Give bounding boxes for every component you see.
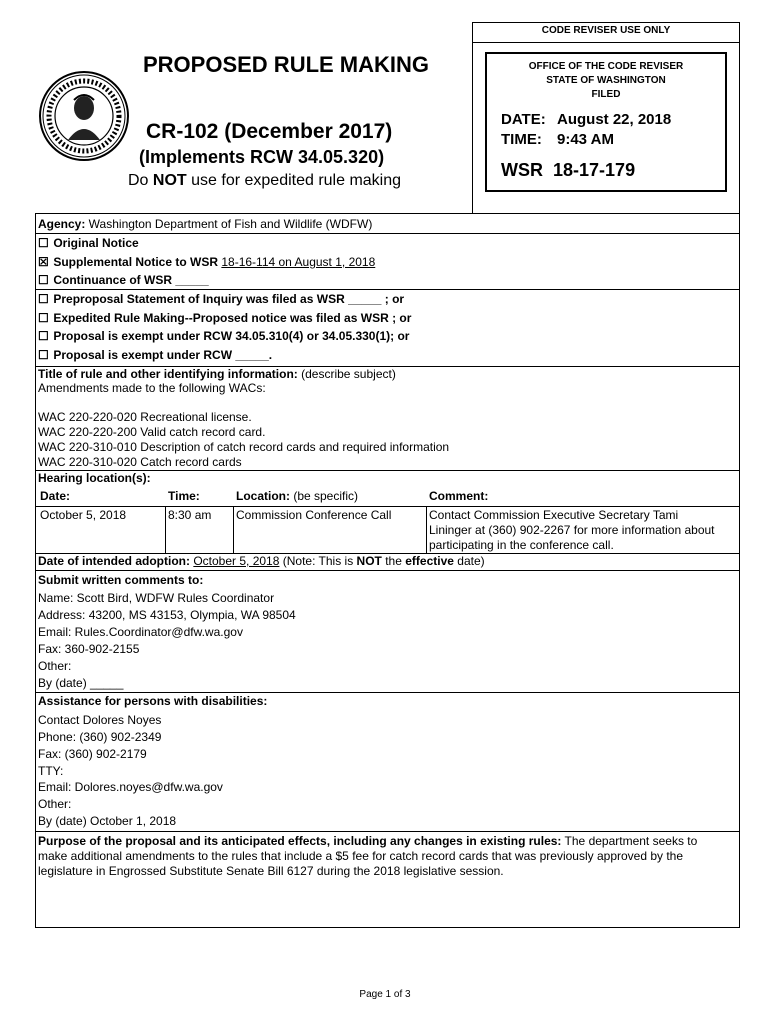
adoption-line: Date of intended adoption: October 5, 2018 (Note: This is NOT the effective date) — [38, 554, 485, 568]
wac-item: WAC 220-310-020 Catch record cards — [38, 455, 242, 469]
hearing-col-time: Time: — [168, 489, 200, 503]
comments-email: Email: Rules.Coordinator@dfw.wa.gov — [38, 625, 243, 639]
preproposal-checkbox[interactable]: ☐ Preproposal Statement of Inquiry was filed as WSR _____ ; or — [38, 292, 405, 306]
hearing-label: Hearing location(s): — [38, 471, 151, 485]
form-number: CR-102 (December 2017) — [146, 120, 393, 143]
disabilities-phone: Phone: (360) 902-2349 — [38, 730, 162, 744]
agency-line: Agency: Washington Department of Fish and Wildlife (WDFW) — [38, 217, 373, 231]
disabilities-fax: Fax: (360) 902-2179 — [38, 747, 147, 761]
hearing-comment: Contact Commission Executive Secretary Tami — [429, 508, 679, 522]
hearing-date: October 5, 2018 — [40, 508, 127, 522]
state-seal-icon — [38, 70, 130, 162]
exempt-310-checkbox[interactable]: ☐ Proposal is exempt under RCW 34.05.310(4) or 34.05.330(1); or — [38, 329, 410, 343]
hearing-col-comment: Comment: — [429, 489, 489, 503]
expedited-note: Do NOT use for expedited rule making — [128, 172, 402, 189]
hearing-time: 8:30 am — [168, 508, 212, 522]
comments-name: Name: Scott Bird, WDFW Rules Coordinator — [38, 591, 275, 605]
title-intro: Amendments made to the following WACs: — [38, 381, 266, 395]
hearing-col-date: Date: — [40, 489, 71, 503]
supplemental-notice-checkbox[interactable]: ☒ Supplemental Notice to WSR 18-16-114 on August 1, 2018 — [38, 255, 376, 269]
filed-date: DATE: August 22, 2018 — [501, 111, 672, 128]
title-of-rule-label: Title of rule and other identifying information: (describe subject) — [38, 367, 396, 381]
implements-rcw: (Implements RCW 34.05.320) — [139, 147, 385, 167]
comments-other: Other: — [38, 659, 72, 673]
form-title: PROPOSED RULE MAKING — [143, 52, 430, 77]
purpose-line-2: make additional amendments to the rules that include a $5 fee for catch record cards that was previously approved by the — [38, 849, 684, 863]
disabilities-other: Other: — [38, 797, 72, 811]
purpose-line-3: legislature in Engrossed Substitute Senate Bill 6127 during the 2018 legislative session. — [38, 864, 504, 878]
wac-item: WAC 220-220-020 Recreational license. — [38, 410, 252, 424]
code-reviser-header: CODE REVISER USE ONLY — [541, 25, 671, 36]
exempt-rcw-checkbox[interactable]: ☐ Proposal is exempt under RCW _____. — [38, 348, 273, 362]
hearing-col-location: Location: (be specific) — [236, 489, 359, 503]
comments-address: Address: 43200, MS 43153, Olympia, WA 98504 — [38, 608, 296, 622]
hearing-comment: Lininger at (360) 902-2267 for more information about — [429, 523, 715, 537]
hearing-comment: participating in the conference call. — [429, 538, 614, 552]
disabilities-contact: Contact Dolores Noyes — [38, 713, 162, 727]
office-block: OFFICE OF THE CODE REVISER STATE OF WASHINGTON FILED — [528, 61, 684, 100]
page-number: Page 1 of 3 — [359, 989, 411, 1000]
disabilities-tty: TTY: — [38, 764, 64, 778]
wsr-number: WSR 18-17-179 — [501, 160, 636, 180]
disabilities-email: Email: Dolores.noyes@dfw.wa.gov — [38, 780, 223, 794]
purpose-line-1: Purpose of the proposal and its anticipated effects, including any changes in existing rules: The department seeks to — [38, 834, 698, 848]
expedited-checkbox[interactable]: ☐ Expedited Rule Making--Proposed notice was filed as WSR ; or — [38, 311, 412, 325]
disabilities-label: Assistance for persons with disabilities: — [38, 694, 268, 708]
disabilities-by-date: By (date) October 1, 2018 — [38, 814, 177, 828]
comments-by-date: By (date) _____ — [38, 676, 124, 690]
wac-item: WAC 220-310-010 Description of catch record cards and required information — [38, 440, 450, 454]
comments-label: Submit written comments to: — [38, 573, 204, 587]
comments-fax: Fax: 360-902-2155 — [38, 642, 140, 656]
original-notice-checkbox[interactable]: ☐ Original Notice — [38, 236, 139, 250]
wac-item: WAC 220-220-200 Valid catch record card. — [38, 425, 266, 439]
hearing-location: Commission Conference Call — [236, 508, 392, 522]
continuance-checkbox[interactable]: ☐ Continuance of WSR _____ — [38, 273, 209, 287]
filed-time: TIME: 9:43 AM — [501, 131, 614, 148]
